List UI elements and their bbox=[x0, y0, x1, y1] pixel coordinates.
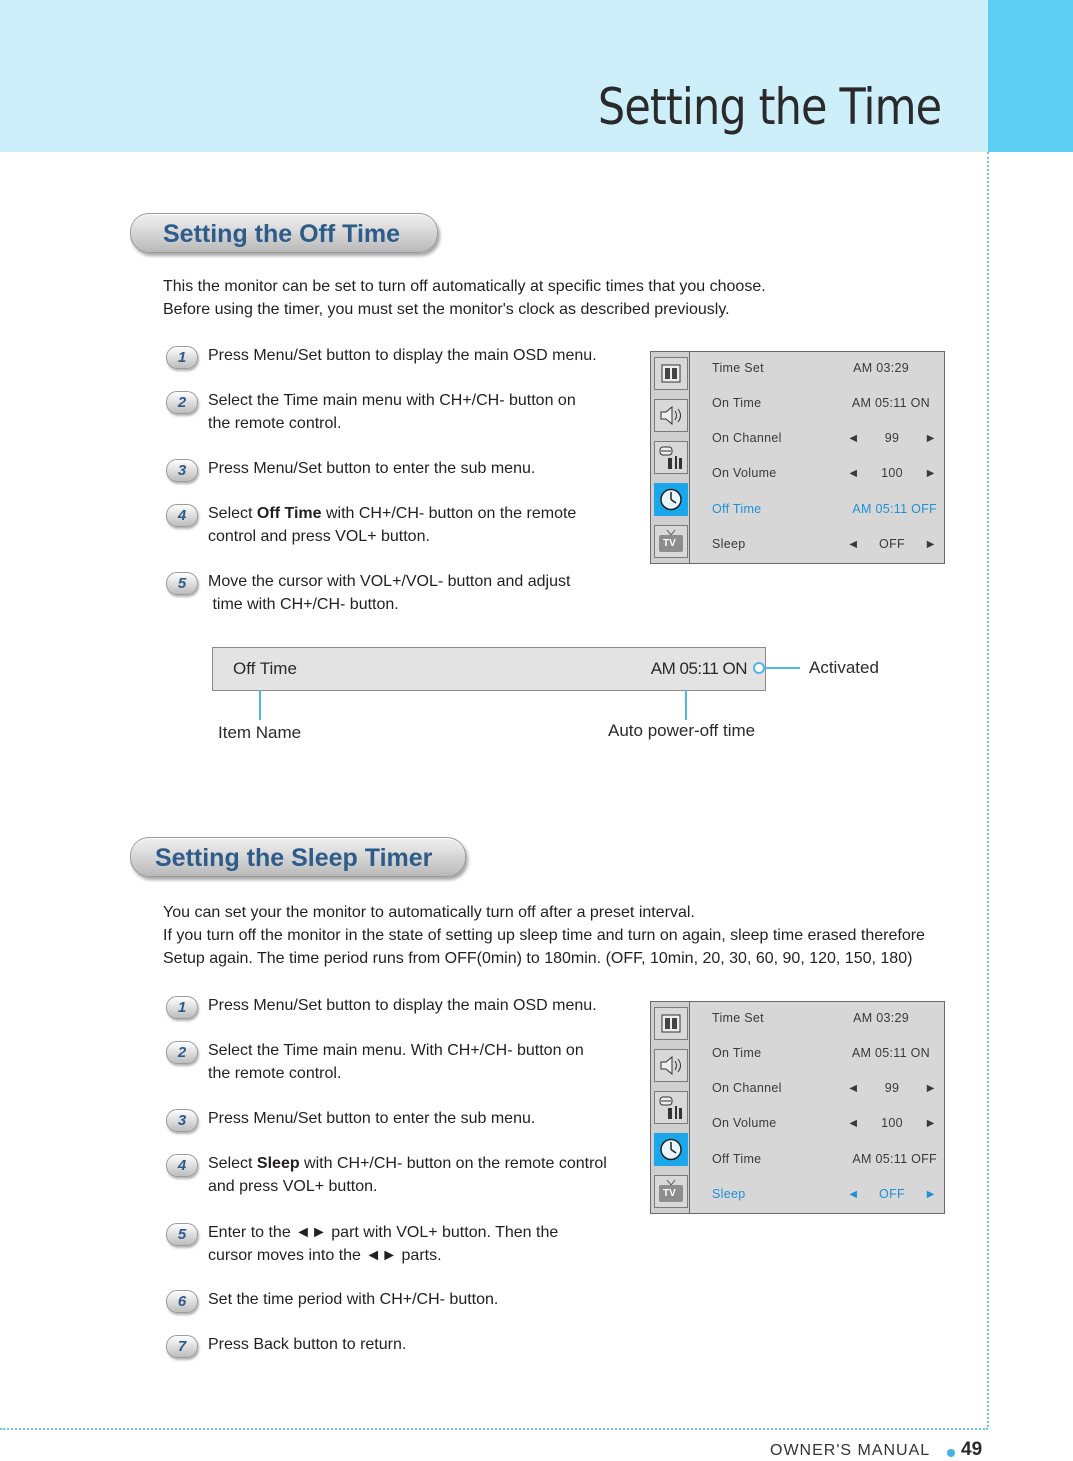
bar-item-name: Off Time bbox=[233, 659, 297, 678]
osd-icon-column bbox=[651, 352, 690, 563]
header-tab bbox=[988, 0, 1073, 152]
footer-dotted-line bbox=[0, 1428, 988, 1430]
step-number: 1 bbox=[166, 346, 198, 369]
sound-icon bbox=[654, 1049, 688, 1082]
step-number: 3 bbox=[166, 459, 198, 482]
off-time-intro: This the monitor can be set to turn off automatically at specific times that you choose. Before using the timer, you must set the monitor's clock as described previously. bbox=[163, 278, 766, 318]
osd-menu-sleep bbox=[650, 1001, 945, 1214]
clock-icon bbox=[654, 483, 688, 516]
osd-row: On Volume ◄ 100 ► bbox=[712, 466, 937, 480]
osd-row: Time Set AM 03:29 bbox=[712, 361, 909, 375]
sound-icon bbox=[654, 399, 688, 432]
osd-row: On Channel ◄ 99 ► bbox=[712, 1081, 937, 1095]
activated-label: Activated bbox=[809, 658, 879, 677]
step-number: 3 bbox=[166, 1109, 198, 1132]
callout-line bbox=[685, 690, 687, 720]
sleep-timer-heading: Setting the Sleep Timer bbox=[130, 837, 466, 877]
step-number: 5 bbox=[166, 1223, 198, 1246]
step-number: 5 bbox=[166, 572, 198, 595]
step-number: 2 bbox=[166, 1041, 198, 1064]
osd-row: Sleep ◄ OFF ► bbox=[712, 537, 937, 551]
osd-row: On Volume ◄ 100 ► bbox=[712, 1116, 937, 1130]
picture-icon bbox=[654, 357, 688, 390]
callout-dot bbox=[753, 662, 765, 674]
step-number: 1 bbox=[166, 996, 198, 1019]
tools-icon bbox=[654, 441, 688, 474]
margin-dotted-line bbox=[987, 152, 989, 1427]
auto-power-off-label: Auto power-off time bbox=[608, 721, 756, 740]
item-name-label: Item Name bbox=[218, 723, 302, 742]
callout-line bbox=[765, 667, 800, 669]
off-time-heading: Setting the Off Time bbox=[130, 213, 438, 253]
callout-line bbox=[259, 690, 261, 720]
osd-menu-off-time bbox=[650, 351, 945, 564]
step-number: 4 bbox=[166, 504, 198, 527]
page-title: Setting the Time bbox=[597, 78, 941, 136]
osd-row-selected: Off Time AM 05:11 OFF bbox=[712, 502, 937, 516]
osd-row: On Time AM 05:11 ON bbox=[712, 1046, 930, 1060]
picture-icon bbox=[654, 1007, 688, 1040]
osd-row-selected: Sleep ◄ OFF ► bbox=[712, 1187, 937, 1201]
osd-icon-column bbox=[651, 1002, 690, 1213]
tv-icon: TV bbox=[654, 525, 688, 558]
step-number: 2 bbox=[166, 391, 198, 414]
off-time-bar bbox=[212, 647, 766, 691]
step-number: 4 bbox=[166, 1154, 198, 1177]
osd-row: Time Set AM 03:29 bbox=[712, 1011, 909, 1025]
step-number: 6 bbox=[166, 1290, 198, 1313]
footer-bullet-icon bbox=[947, 1449, 955, 1457]
tools-icon bbox=[654, 1091, 688, 1124]
tv-icon: TV bbox=[654, 1175, 688, 1208]
osd-row: On Time AM 05:11 ON bbox=[712, 396, 930, 410]
page-number: 49 bbox=[961, 1439, 983, 1460]
clock-icon bbox=[654, 1133, 688, 1166]
osd-row: On Channel ◄ 99 ► bbox=[712, 431, 937, 445]
sleep-intro: You can set your the monitor to automatically turn off after a preset interval. If you turn off the monitor in the state of setting up sleep time and turn on again, sleep time erased therefore Setup again. The time period runs from OFF(0min) to 180min. (OFF, 10min, 20, 30, 60, 90, 120, 150, 180) bbox=[163, 904, 925, 967]
footer-label: OWNER'S MANUAL bbox=[770, 1442, 931, 1459]
step-number: 7 bbox=[166, 1335, 198, 1358]
osd-row: Off Time AM 05:11 OFF bbox=[712, 1152, 937, 1166]
bar-time: AM 05:11 ON bbox=[650, 659, 747, 678]
